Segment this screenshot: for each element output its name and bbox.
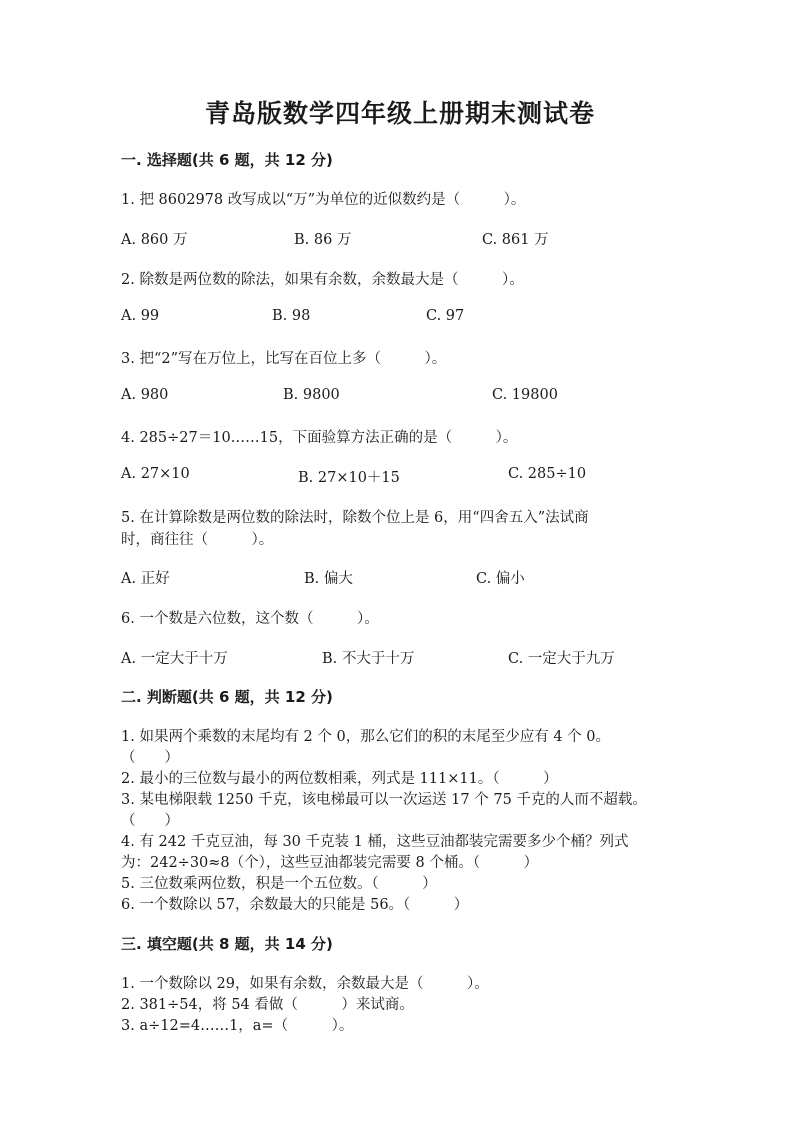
question-text-continued: 时，商往往（ ）。 [121, 532, 274, 548]
option-a: A. 860 万 [121, 232, 188, 248]
option-a: A. 980 [121, 387, 169, 403]
question-line: 4. 有 242 千克豆油，每 30 千克装 1 桶，这些豆油都装完需要多少个桶？列式 [121, 834, 629, 850]
option-b: B. 27×10＋15 [298, 470, 400, 486]
section-heading-choice: 一. 选择题(共 6 题，共 12 分) [121, 151, 333, 169]
option-c: C. 285÷10 [508, 466, 587, 482]
option-a: A. 27×10 [121, 466, 190, 482]
section-heading-fill-in: 三. 填空题(共 8 题，共 14 分) [121, 935, 333, 953]
page-title: 青岛版数学四年级上册期末测试卷 [204, 99, 595, 128]
question-line: 为：242÷30≈8（个），这些豆油都装完需要 8 个桶。（ ） [121, 855, 539, 871]
option-c: C. 一定大于九万 [508, 651, 615, 667]
option-b: B. 98 [272, 308, 311, 324]
question-line: 2. 381÷54，将 54 看做（ ）来试商。 [121, 997, 414, 1013]
answer-bracket: （ ） [121, 813, 179, 829]
question-line: 3. 某电梯限载 1250 千克，该电梯最可以一次运送 17 个 75 千克的人而不超载。 [121, 792, 647, 808]
question-line: 1. 如果两个乘数的末尾均有 2 个 0，那么它们的积的末尾至少应有 4 个 0。 [121, 729, 610, 745]
question-text: 4. 285÷27＝10……15，下面验算方法正确的是（ ）。 [121, 430, 518, 446]
section-heading-judgment: 二. 判断题(共 6 题，共 12 分) [121, 688, 333, 706]
question-text: 1. 把 8602978 改写成以“万”为单位的近似数约是（ ）。 [121, 192, 526, 208]
option-b: B. 偏大 [304, 571, 353, 587]
option-a: A. 99 [121, 308, 160, 324]
option-a: A. 正好 [121, 571, 170, 587]
question-line: 3. a÷12=4……1，a=（ ）。 [121, 1018, 354, 1034]
option-b: B. 不大于十万 [322, 651, 415, 667]
question-line: 2. 最小的三位数与最小的两位数相乘，列式是 111×11。（ ） [121, 771, 558, 787]
question-line: 5. 三位数乘两位数，积是一个五位数。（ ） [121, 876, 437, 892]
question-line: 1. 一个数除以 29，如果有余数，余数最大是（ ）。 [121, 976, 489, 992]
question-text: 5. 在计算除数是两位数的除法时，除数个位上是 6，用“四舍五入”法试商 [121, 510, 589, 526]
answer-bracket: （ ） [121, 750, 179, 766]
question-line: 6. 一个数除以 57，余数最大的只能是 56。（ ） [121, 897, 469, 913]
option-c: C. 97 [426, 308, 465, 324]
option-c: C. 861 万 [482, 232, 549, 248]
option-a: A. 一定大于十万 [121, 651, 228, 667]
question-text: 3. 把“2”写在万位上，比写在百位上多（ ）。 [121, 351, 447, 367]
question-text: 6. 一个数是六位数，这个数（ ）。 [121, 611, 379, 627]
question-text: 2. 除数是两位数的除法，如果有余数，余数最大是（ ）。 [121, 272, 524, 288]
option-b: B. 86 万 [294, 232, 352, 248]
option-c: C. 19800 [492, 387, 558, 403]
option-b: B. 9800 [283, 387, 340, 403]
option-c: C. 偏小 [476, 571, 525, 587]
